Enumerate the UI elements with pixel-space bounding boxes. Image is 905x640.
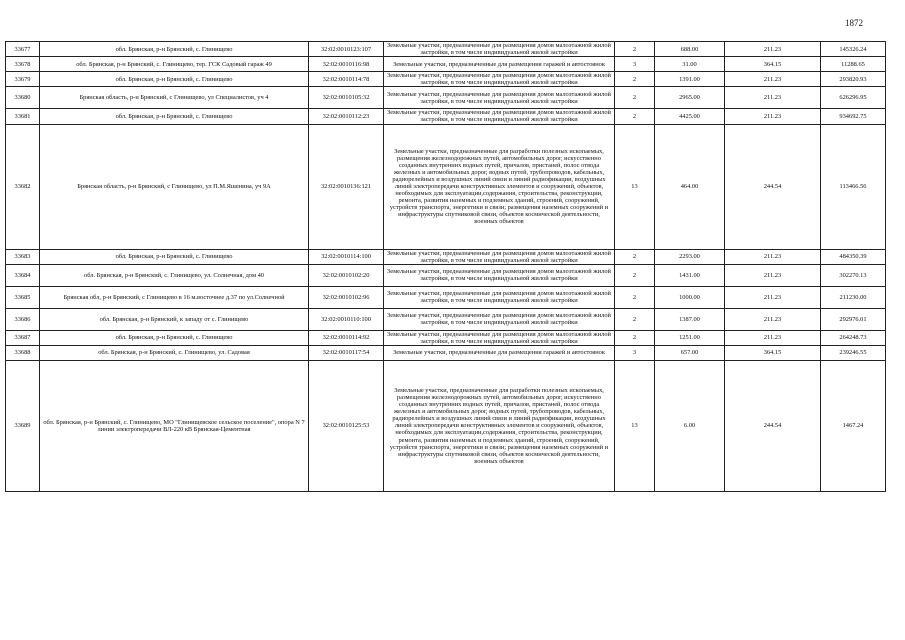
group-cell: 2	[615, 72, 655, 87]
table-row	[6, 87, 886, 109]
specific-value-cell: 211.23	[725, 72, 821, 87]
table-body	[6, 42, 886, 492]
group-cell: 13	[615, 124, 655, 249]
group-cell: 2	[615, 308, 655, 330]
area-cell: 2965.00	[655, 87, 725, 109]
row-number: 33687	[6, 330, 40, 345]
area-cell: 4425.00	[655, 109, 725, 124]
group-cell: 2	[615, 109, 655, 124]
cadastral-value-table	[5, 41, 886, 492]
group-cell: 13	[615, 360, 655, 491]
table-row	[6, 109, 886, 124]
row-number: 33682	[6, 124, 40, 249]
area-cell: 31.00	[655, 57, 725, 72]
cadastral-number-cell: 32:02:0010102:20	[309, 264, 384, 286]
group-cell: 3	[615, 345, 655, 360]
area-cell: 1000.00	[655, 286, 725, 308]
group-cell: 2	[615, 87, 655, 109]
row-number: 33678	[6, 57, 40, 72]
address-cell: Брянская обл, р-н Брянский, с Глинищево в 16 м.восточнее д.37 по ул.Солнечной	[40, 286, 309, 308]
specific-value-cell: 244.54	[725, 360, 821, 491]
table-row	[6, 264, 886, 286]
specific-value-cell: 211.23	[725, 308, 821, 330]
cadastral-value-cell: 626296.95	[821, 87, 886, 109]
cadastral-value-cell: 239246.55	[821, 345, 886, 360]
table-row	[6, 330, 886, 345]
specific-value-cell: 211.23	[725, 286, 821, 308]
area-cell: 688.00	[655, 42, 725, 57]
address-cell: обл. Брянская, р-н Брянский, с. Глинищево	[40, 249, 309, 264]
land-use-cell: Земельные участки, предназначенные для размещения домов малоэтажной жилой застройки, в том числе индивидуальной жилой застройки	[384, 42, 615, 57]
cadastral-number-cell: 32:02:0010110:100	[309, 308, 384, 330]
land-use-cell: Земельные участки, предназначенные для размещения домов малоэтажной жилой застройки, в том числе индивидуальной жилой застройки	[384, 87, 615, 109]
cadastral-value-cell: 1467.24	[821, 360, 886, 491]
land-use-cell: Земельные участки, предназначенные для размещения домов малоэтажной жилой застройки, в том числе индивидуальной жилой застройки	[384, 264, 615, 286]
address-cell: обл. Брянская, р-н Брянский, с. Глинищево	[40, 330, 309, 345]
land-use-cell: Земельные участки, предназначенные для размещения домов малоэтажной жилой застройки, в том числе индивидуальной жилой застройки	[384, 72, 615, 87]
specific-value-cell: 244.54	[725, 124, 821, 249]
cadastral-value-cell: 11288.65	[821, 57, 886, 72]
cadastral-number-cell: 32:02:0010117:54	[309, 345, 384, 360]
address-cell: обл. Брянская, р-н Брянский, с. Глинищево	[40, 72, 309, 87]
area-cell: 1251.00	[655, 330, 725, 345]
land-use-cell: Земельные участки, предназначенные для размещения домов малоэтажной жилой застройки, в том числе индивидуальной жилой застройки	[384, 249, 615, 264]
row-number: 33677	[6, 42, 40, 57]
table-row	[6, 42, 886, 57]
address-cell: обл. Брянская, р-н Брянский, с. Глинищево, ул. Солнечная, дом 40	[40, 264, 309, 286]
cadastral-number-cell: 32:02:0010114:92	[309, 330, 384, 345]
row-number: 33684	[6, 264, 40, 286]
table-row	[6, 286, 886, 308]
row-number: 33685	[6, 286, 40, 308]
row-number: 33689	[6, 360, 40, 491]
land-use-cell: Земельные участки, предназначенные для разработки полезных ископаемых, размещения железнодорожных путей, автомобильных дорог, искусственно созданных внутренних водных путей, причалов, пристаней, полос отвода железных и автомобильных дорог, водных путей, трубопроводов, кабельных, радиорелейных и воздушных линий связи и линий радиофикации, воздушных линий электропередачи конструктивных элементов и сооружений, объектов, необходимых для эксплуатации,содержания, строительства, реконструкции, ремонта, развития наземных и подземных зданий, строений, сооружений, устройств транспорта, энергетики и связи; размещения наземных сооружений и инфраструктуры спутниковой связи, объектов космической деятельности, военных объектов	[384, 360, 615, 491]
table-row	[6, 57, 886, 72]
cadastral-number-cell: 32:02:0010136:121	[309, 124, 384, 249]
cadastral-value-cell: 293820.93	[821, 72, 886, 87]
address-cell: обл. Брянская, р-н Брянский, с. Глинищево, МО "Глинищевское сельское поселение", опора N 7 линии электропередачи ВЛ-220 кВ Брянская-Цементная	[40, 360, 309, 491]
specific-value-cell: 211.23	[725, 249, 821, 264]
specific-value-cell: 211.23	[725, 109, 821, 124]
area-cell: 2293.00	[655, 249, 725, 264]
group-cell: 2	[615, 249, 655, 264]
address-cell: обл. Брянская, р-н Брянский, с. Глинищево	[40, 42, 309, 57]
table-row	[6, 124, 886, 249]
address-cell: обл. Брянская, р-н Брянский, с. Глинищево, ул. Садовая	[40, 345, 309, 360]
specific-value-cell: 364.15	[725, 345, 821, 360]
address-cell: обл. Брянская, р-н Брянский, с. Глинищево	[40, 109, 309, 124]
address-cell: обл. Брянская, р-н Брянский, с. Глинищево, тер. ГСК Садовый гараж 49	[40, 57, 309, 72]
cadastral-number-cell: 32:02:0010116:98	[309, 57, 384, 72]
specific-value-cell: 364.15	[725, 57, 821, 72]
cadastral-value-cell: 292976.01	[821, 308, 886, 330]
cadastral-number-cell: 32:02:0010123:107	[309, 42, 384, 57]
row-number: 33680	[6, 87, 40, 109]
area-cell: 6.00	[655, 360, 725, 491]
land-use-cell: Земельные участки, предназначенные для разработки полезных ископаемых, размещения железнодорожных путей, автомобильных дорог, искусственно созданных внутренних водных путей, причалов, пристаней, полос отвода железных и автомобильных дорог, водных путей, трубопроводов, кабельных, радиорелейных и воздушных линий связи и линий радиофикации, воздушных линий электропередачи конструктивных элементов и сооружений, объектов, необходимых для эксплуатации,содержания, строительства, реконструкции, ремонта, развития наземных и подземных зданий, строений, сооружений, устройств транспорта, энергетики и связи; размещения наземных сооружений и инфраструктуры спутниковой связи, объектов космической деятельности, военных объектов	[384, 124, 615, 249]
address-cell: Брянская область, р-н Брянский, с Глинищево, ул Специалистов, уч 4	[40, 87, 309, 109]
area-cell: 1391.00	[655, 72, 725, 87]
specific-value-cell: 211.23	[725, 42, 821, 57]
cadastral-value-cell: 113466.56	[821, 124, 886, 249]
group-cell: 2	[615, 330, 655, 345]
cadastral-value-cell: 145326.24	[821, 42, 886, 57]
land-use-cell: Земельные участки, предназначенные для размещения гаражей и автостоянок	[384, 57, 615, 72]
page-number: 1872	[845, 18, 863, 28]
group-cell: 2	[615, 286, 655, 308]
table-row	[6, 249, 886, 264]
address-cell: Брянская область, р-н Брянский, с Глинищево, ул П.М.Яшенина, уч 9А	[40, 124, 309, 249]
land-use-cell: Земельные участки, предназначенные для размещения гаражей и автостоянок	[384, 345, 615, 360]
area-cell: 1387.00	[655, 308, 725, 330]
cadastral-number-cell: 32:02:0010112:23	[309, 109, 384, 124]
row-number: 33688	[6, 345, 40, 360]
row-number: 33681	[6, 109, 40, 124]
cadastral-value-cell: 302270.13	[821, 264, 886, 286]
specific-value-cell: 211.23	[725, 264, 821, 286]
land-use-cell: Земельные участки, предназначенные для размещения домов малоэтажной жилой застройки, в том числе индивидуальной жилой застройки	[384, 308, 615, 330]
land-use-cell: Земельные участки, предназначенные для размещения домов малоэтажной жилой застройки, в том числе индивидуальной жилой застройки	[384, 330, 615, 345]
table-row	[6, 345, 886, 360]
land-use-cell: Земельные участки, предназначенные для размещения домов малоэтажной жилой застройки, в том числе индивидуальной жилой застройки	[384, 286, 615, 308]
row-number: 33683	[6, 249, 40, 264]
table-row	[6, 308, 886, 330]
cadastral-number-cell: 32:02:0010102:96	[309, 286, 384, 308]
specific-value-cell: 211.23	[725, 330, 821, 345]
specific-value-cell: 211.23	[725, 87, 821, 109]
area-cell: 657.00	[655, 345, 725, 360]
cadastral-value-cell: 484350.39	[821, 249, 886, 264]
table-row	[6, 360, 886, 491]
group-cell: 3	[615, 57, 655, 72]
area-cell: 464.00	[655, 124, 725, 249]
cadastral-number-cell: 32:02:0010114:100	[309, 249, 384, 264]
cadastral-number-cell: 32:02:0010125:53	[309, 360, 384, 491]
area-cell: 1431.00	[655, 264, 725, 286]
cadastral-value-cell: 264248.73	[821, 330, 886, 345]
table-row	[6, 72, 886, 87]
address-cell: обл. Брянская, р-н Брянский, к западу от с. Глинищево	[40, 308, 309, 330]
cadastral-value-cell: 934692.75	[821, 109, 886, 124]
row-number: 33686	[6, 308, 40, 330]
row-number: 33679	[6, 72, 40, 87]
land-use-cell: Земельные участки, предназначенные для размещения домов малоэтажной жилой застройки, в том числе индивидуальной жилой застройки	[384, 109, 615, 124]
cadastral-value-cell: 211230.00	[821, 286, 886, 308]
group-cell: 2	[615, 42, 655, 57]
cadastral-number-cell: 32:02:0010114:78	[309, 72, 384, 87]
group-cell: 2	[615, 264, 655, 286]
cadastral-number-cell: 32:02:0010105:32	[309, 87, 384, 109]
